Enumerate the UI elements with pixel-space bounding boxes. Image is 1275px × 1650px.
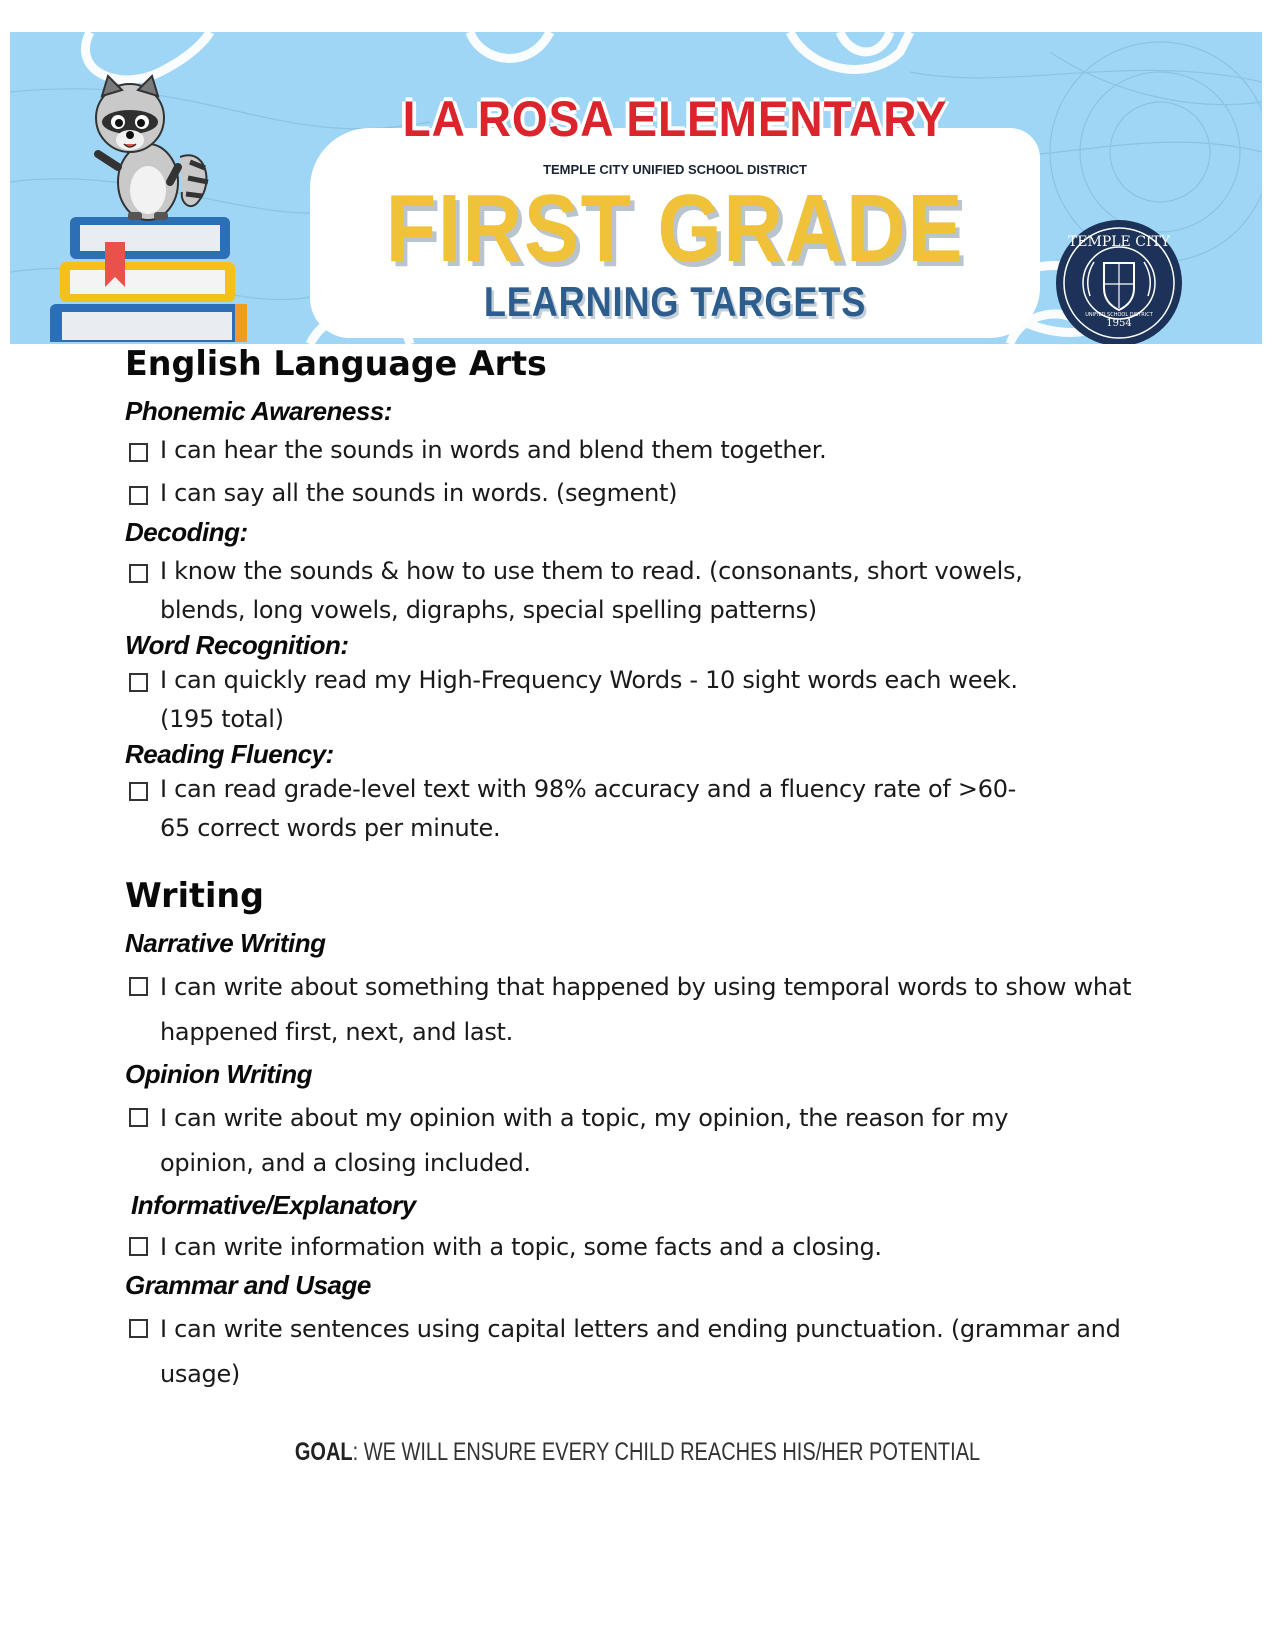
list-item xyxy=(125,1096,1085,1186)
target-text: I know the sounds & how to use them to read. (consonants, short vowels, blends, long vowels, digraphs, special spelling patterns) xyxy=(160,557,1023,624)
subheading-reading-fluency: Reading Fluency: xyxy=(125,739,334,769)
header-banner xyxy=(10,32,1262,344)
learning-targets-title: LEARNING TARGETS xyxy=(483,278,867,325)
checkbox[interactable] xyxy=(129,1319,148,1338)
target-text: I can quickly read my High-Frequency Words - 10 sight words each week. (195 total) xyxy=(160,666,1018,733)
target-text: I can write about my opinion with a topic, my opinion, the reason for my opinion, and a closing included. xyxy=(160,1104,1009,1177)
subheading-phonemic-awareness: Phonemic Awareness: xyxy=(125,396,392,426)
seal-year: 1954 xyxy=(1106,318,1132,329)
checkbox[interactable] xyxy=(129,1108,148,1127)
list-item xyxy=(125,661,1025,739)
temple-city-seal-logo xyxy=(1054,218,1184,344)
subheading-grammar-and-usage: Grammar and Usage xyxy=(125,1270,371,1300)
section-title-writing: Writing xyxy=(125,876,264,916)
subheading-decoding: Decoding: xyxy=(125,517,248,547)
goal-footer xyxy=(128,1438,1148,1467)
section-title-ela: English Language Arts xyxy=(125,344,547,384)
target-text: I can read grade-level text with 98% accuracy and a fluency rate of >60-65 correct words per minute. xyxy=(160,775,1017,842)
goal-text: : WE WILL ENSURE EVERY CHILD REACHES HIS/HER POTENTIAL xyxy=(352,1438,981,1466)
goal-label: GOAL xyxy=(294,1438,353,1466)
subheading-informative-explanatory: Informative/Explanatory xyxy=(131,1190,416,1220)
raccoon-on-books-illustration xyxy=(30,62,250,342)
district-name: TEMPLE CITY UNIFIED SCHOOL DISTRICT xyxy=(543,162,807,177)
subheading-narrative-writing: Narrative Writing xyxy=(125,928,326,958)
list-item xyxy=(125,1307,1155,1397)
subheading-word-recognition: Word Recognition: xyxy=(125,630,349,660)
school-name: LA ROSA ELEMENTARY xyxy=(402,91,948,147)
target-text: I can write information with a topic, some facts and a closing. xyxy=(160,1233,882,1261)
learning-targets-content xyxy=(125,344,1155,1397)
checkbox[interactable] xyxy=(129,782,148,801)
grade-title: FIRST GRADE xyxy=(385,175,965,282)
checkbox[interactable] xyxy=(129,443,148,462)
seal-title: TEMPLE CITY xyxy=(1067,234,1171,250)
seal-subtitle: UNIFIED SCHOOL DISTRICT xyxy=(1085,312,1153,318)
checkbox[interactable] xyxy=(129,673,148,692)
checkbox[interactable] xyxy=(129,564,148,583)
list-item xyxy=(125,770,1025,848)
checkbox[interactable] xyxy=(129,486,148,505)
target-text: I can hear the sounds in words and blend them together. xyxy=(160,436,827,464)
list-item xyxy=(125,965,1155,1055)
list-item xyxy=(125,552,1085,630)
list-item xyxy=(125,1225,1155,1270)
target-text: I can say all the sounds in words. (segment) xyxy=(160,479,678,507)
target-text: I can write about something that happened by using temporal words to show what happened first, next, and last. xyxy=(160,973,1132,1046)
target-text: I can write sentences using capital letters and ending punctuation. (grammar and usage) xyxy=(160,1315,1121,1388)
list-item xyxy=(125,431,1155,470)
checkbox[interactable] xyxy=(129,977,148,996)
list-item xyxy=(125,474,1155,513)
checkbox[interactable] xyxy=(129,1237,148,1256)
subheading-opinion-writing: Opinion Writing xyxy=(125,1059,312,1089)
